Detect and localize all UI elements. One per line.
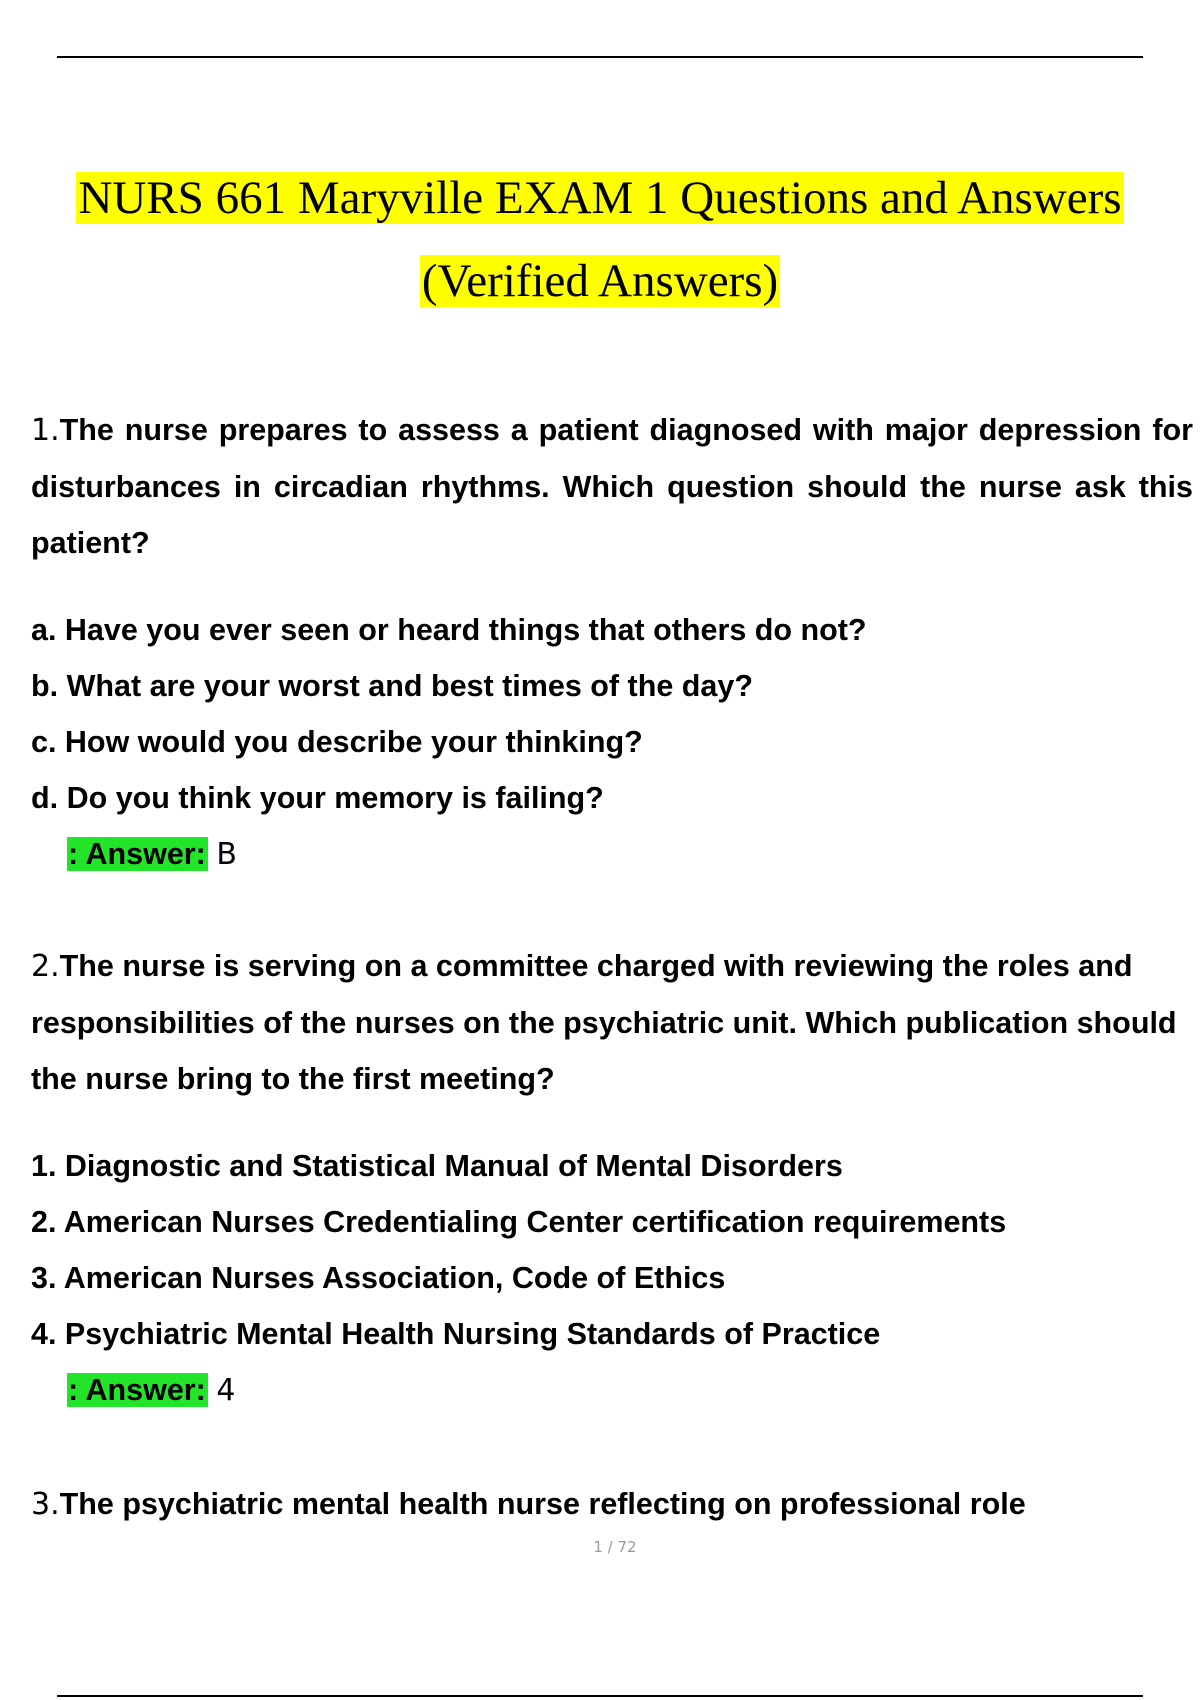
question-1-stem [31,402,1193,571]
question-2-option-3: 3. American Nurses Association, Code of Ethics [31,1261,726,1295]
answer-value: B [216,837,237,872]
top-divider [57,56,1143,58]
document-subtitle [0,254,1200,308]
question-1-options [31,602,1193,826]
question-3-stem [31,1476,1193,1533]
question-2 [31,938,1193,1418]
answer-label: : Answer: [68,837,206,871]
question-2-options [31,1138,1193,1362]
answer-label: : Answer: [68,1373,206,1407]
question-2-option-2: 2. American Nurses Credentialing Center certification requirements [31,1205,1007,1239]
question-1-option-b: b. What are your worst and best times of the day? [31,669,753,703]
page-indicator: 1 / 72 [593,1538,637,1556]
question-3-text: The psychiatric mental health nurse reflecting on professional role [59,1487,1026,1521]
question-2-option-4: 4. Psychiatric Mental Health Nursing Standards of Practice [31,1317,881,1351]
question-1 [31,402,1193,882]
question-1-option-a: a. Have you ever seen or heard things that others do not? [31,613,867,647]
bottom-divider [57,1695,1143,1697]
question-1-text: The nurse prepares to assess a patient diagnosed with major depression for disturbances in circadian rhythms. Which question should the nurse ask this patient? [31,413,1193,560]
document-title [0,171,1200,225]
question-2-text: The nurse is serving on a committee charged with reviewing the roles and responsibilities of the nurses on the psychiatric unit. Which publication should the nurse bring to the first meeting? [31,949,1177,1096]
question-2-option-1: 1. Diagnostic and Statistical Manual of Mental Disorders [31,1149,843,1183]
question-2-number: 2. [31,949,60,984]
question-1-number: 1. [31,413,60,448]
question-2-stem [31,938,1193,1107]
question-3 [31,1476,1193,1533]
question-1-answer [31,826,1193,882]
question-1-option-c: c. How would you describe your thinking? [31,725,643,759]
question-2-answer [31,1362,1193,1418]
answer-value: 4 [216,1373,236,1408]
document-title-line-1: NURS 661 Maryville EXAM 1 Questions and Answers [78,172,1122,224]
document-title-line-2: (Verified Answers) [421,255,779,307]
question-3-number: 3. [31,1487,60,1522]
question-1-option-d: d. Do you think your memory is failing? [31,781,604,815]
